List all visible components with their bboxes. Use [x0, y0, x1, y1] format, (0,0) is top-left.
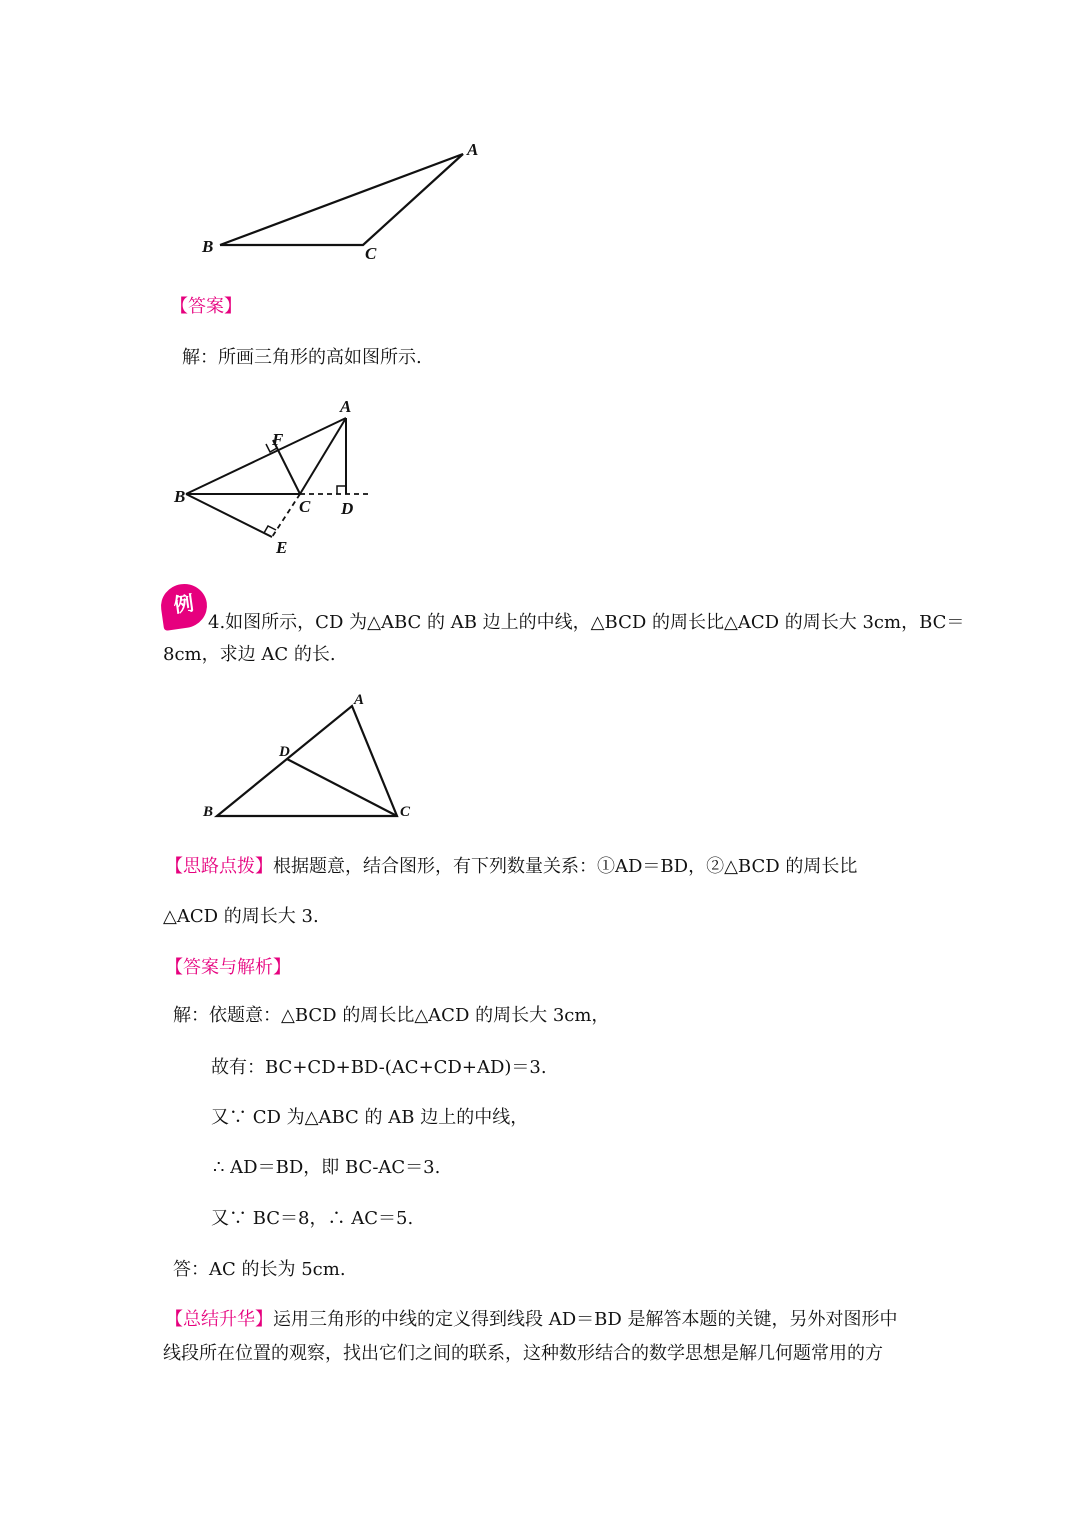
label-d: D	[279, 744, 290, 760]
label-d: D	[341, 499, 354, 518]
median-cd	[287, 759, 397, 816]
right-angle-e	[264, 526, 276, 533]
figure-triangle-median	[0, 690, 1080, 830]
hint-line2: △ACD 的周长大 3.	[163, 906, 319, 927]
label-a: A	[467, 140, 479, 159]
label-e: E	[276, 538, 288, 557]
solution-line-0: 解：依题意：△BCD 的周长比△ACD 的周长大 3cm，	[173, 1005, 610, 1026]
label-a: A	[354, 692, 365, 708]
example-badge: 例	[158, 581, 210, 631]
example4-line1: 4.如图所示，CD 为△ABC 的 AB 边上的中线，△BCD 的周长比△ACD 的周长大 3cm，BC＝	[208, 612, 965, 633]
label-a: A	[340, 397, 352, 416]
label-f: F	[272, 430, 284, 449]
label-c: C	[365, 244, 377, 263]
answer1-text: 解：所画三角形的高如图所示.	[182, 347, 422, 368]
triangle-abc-outline	[220, 154, 463, 245]
right-angle-d	[337, 486, 346, 494]
solution-tag: 【答案与解析】	[165, 957, 291, 978]
summary-line1	[165, 1308, 898, 1332]
solution-line-3: ∴ AD＝BD，即 BC-AC＝3.	[213, 1157, 441, 1178]
solution-line-4: 又∵ BC＝8，∴ AC＝5.	[211, 1208, 414, 1229]
figure-triangle-abc	[0, 0, 1080, 280]
hint-line1	[165, 855, 857, 879]
solution-line-1: 故有：BC+CD+BD-(AC+CD+AD)＝3.	[211, 1057, 547, 1078]
summary-line2: 线段所在位置的观察，找出它们之间的联系，这种数形结合的数学思想是解几何题常用的方	[163, 1343, 883, 1364]
triangle-abc-outline	[217, 706, 397, 816]
altitude-be	[186, 494, 272, 537]
label-b: B	[203, 804, 214, 820]
hint-text-1: 根据题意，结合图形，有下列数量关系：①AD＝BD，②△BCD 的周长比	[273, 856, 858, 877]
hint-tag: 【思路点拨】	[165, 856, 273, 877]
label-b: B	[202, 237, 214, 256]
summary-text-1: 运用三角形的中线的定义得到线段 AD＝BD 是解答本题的关键，另外对图形中	[273, 1309, 898, 1330]
summary-tag: 【总结升华】	[165, 1309, 273, 1330]
solution-line-2: 又∵ CD 为△ABC 的 AB 边上的中线，	[211, 1107, 529, 1128]
solution-line-5: 答：AC 的长为 5cm.	[173, 1259, 346, 1280]
figure-triangle-altitudes	[0, 390, 1080, 570]
label-c: C	[299, 497, 311, 516]
label-b: B	[174, 487, 186, 506]
example4-line2: 8cm，求边 AC 的长.	[163, 644, 336, 665]
extension-ac	[272, 494, 300, 537]
label-c: C	[400, 804, 411, 820]
answer1-tag: 【答案】	[170, 296, 242, 317]
